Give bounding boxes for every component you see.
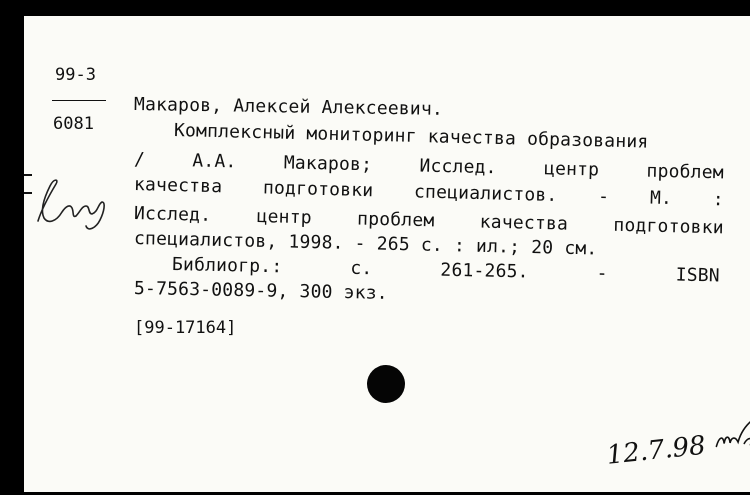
word: Исслед. — [133, 203, 212, 226]
word: с. — [350, 257, 373, 280]
word: - — [596, 262, 608, 285]
record-isbn: 5-7563-0089-9, 300 экз. — [133, 278, 389, 304]
record-author: Макаров, Алексей Алексеевич. — [133, 94, 444, 120]
word: Макаров; — [283, 152, 373, 176]
word: центр — [256, 205, 313, 229]
handwritten-initials — [711, 418, 750, 452]
catalog-card — [24, 16, 750, 492]
word: качества — [133, 174, 223, 198]
word: / — [133, 149, 146, 171]
record-title: Комплексный мониторинг качества образования — [173, 120, 649, 153]
word: центр — [543, 158, 600, 181]
call-number-bottom: 6081 — [53, 114, 94, 134]
word: Библиогр.: — [171, 254, 283, 278]
call-number-divider — [52, 100, 106, 101]
call-number-top: 99-3 — [55, 65, 96, 85]
word: Исслед. — [419, 155, 497, 179]
card-edge-mark — [24, 174, 32, 194]
handwritten-margin-note — [32, 166, 112, 236]
word: качества — [479, 211, 569, 235]
word: 261-265. — [440, 259, 529, 283]
word: А.А. — [192, 150, 237, 173]
word: проблем — [356, 208, 435, 232]
word: подготовки — [262, 177, 374, 202]
handwritten-date-text: 12.7.98 — [605, 430, 708, 471]
accession-number: [99-17164] — [134, 318, 237, 338]
word: М. — [649, 187, 673, 210]
card-punch-hole — [367, 365, 405, 403]
word: специалистов. — [413, 181, 558, 207]
word: подготовки — [613, 214, 725, 239]
record-imprint: специалистов, 1998. - 265 с. : ил.; 20 см. — [133, 228, 598, 260]
word: : — [712, 189, 725, 211]
word: проблем — [646, 160, 725, 184]
word: ISBN — [675, 264, 721, 287]
handwritten-date — [604, 418, 750, 471]
word: - — [597, 186, 610, 208]
